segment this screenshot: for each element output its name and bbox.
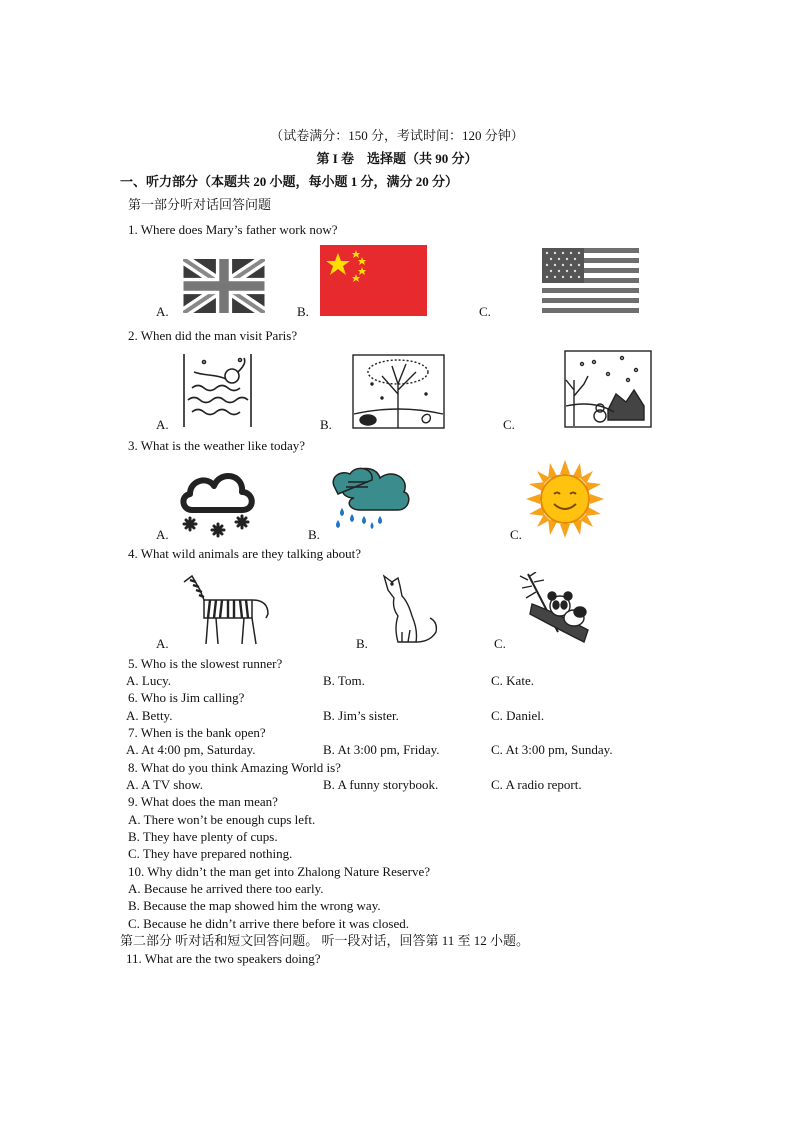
section-title: 一、听力部分（本题共 20 小题，每小题 1 分，满分 20 分） (120, 174, 459, 189)
china-flag-image (320, 245, 427, 316)
question-3: 3. What is the weather like today? (128, 438, 306, 453)
option-label: A. (156, 636, 169, 651)
option-label: B. (308, 527, 320, 542)
option-label: A. (156, 527, 169, 542)
question-8: 8. What do you think Amazing World is? (128, 760, 341, 775)
question-4: 4. What wild animals are they talking about? (128, 546, 361, 561)
panda-image (518, 572, 592, 648)
sun-icon (526, 460, 604, 538)
part2-title: 第二部分 听对话和短文回答问题。 听一段对话，回答第 11 至 12 小题。 (120, 933, 530, 948)
option-c: C. Daniel. (491, 708, 545, 723)
option-a: A. Because he arrived there too early. (128, 881, 324, 896)
autumn-tree-image (352, 354, 445, 429)
question-6: 6. Who is Jim calling? (128, 690, 245, 705)
option-b: B. Tom. (323, 673, 365, 688)
option-label: B. (356, 636, 368, 651)
option-b: B. At 3:00 pm, Friday. (323, 742, 440, 757)
option-label: C. (503, 417, 515, 432)
option-c: C. At 3:00 pm, Sunday. (491, 742, 613, 757)
option-a: A. Betty. (126, 708, 173, 723)
usa-flag-image (542, 248, 639, 313)
option-a: A. At 4:00 pm, Saturday. (126, 742, 256, 757)
winter-snowman-image (564, 350, 654, 428)
option-label: A. (156, 417, 169, 432)
question-10: 10. Why didn’t the man get into Zhalong Nature Reserve? (128, 864, 431, 879)
question-5: 5. Who is the slowest runner? (128, 656, 283, 671)
option-label: B. (297, 304, 309, 319)
wolf-image (378, 572, 442, 646)
exam-info: （试卷满分：150 分，考试时间：120 分钟） (270, 128, 524, 143)
uk-flag-image (183, 259, 265, 313)
option-c: C. Because he didn’t arrive there before it was closed. (128, 916, 409, 931)
option-label: C. (494, 636, 506, 651)
option-label: C. (510, 527, 522, 542)
question-1: 1. Where does Mary’s father work now? (128, 222, 338, 237)
option-b: B. Because the map showed him the wrong way. (128, 898, 381, 913)
swimming-summer-image (180, 352, 255, 429)
option-label: C. (479, 304, 491, 319)
zebra-image (182, 574, 274, 646)
option-a: A. Lucy. (126, 673, 172, 688)
option-b: B. They have plenty of cups. (128, 829, 278, 844)
rain-cloud-icon (330, 464, 412, 530)
part1-title: 第一部分听对话回答问题 (128, 197, 272, 212)
question-11: 11. What are the two speakers doing? (126, 951, 321, 966)
option-a: A. A TV show. (126, 777, 204, 792)
option-a: A. There won’t be enough cups left. (128, 812, 316, 827)
option-b: B. A funny storybook. (323, 777, 439, 792)
option-c: C. A radio report. (491, 777, 582, 792)
question-9: 9. What does the man mean? (128, 794, 278, 809)
option-c: C. Kate. (491, 673, 534, 688)
question-2: 2. When did the man visit Paris? (128, 328, 298, 343)
option-label: B. (320, 417, 332, 432)
snow-cloud-icon (178, 466, 256, 540)
volume-title: 第 I 卷 选择题（共 90 分） (316, 151, 478, 166)
question-7: 7. When is the bank open? (128, 725, 266, 740)
option-b: B. Jim’s sister. (323, 708, 399, 723)
option-label: A. (156, 304, 169, 319)
option-c: C. They have prepared nothing. (128, 846, 293, 861)
